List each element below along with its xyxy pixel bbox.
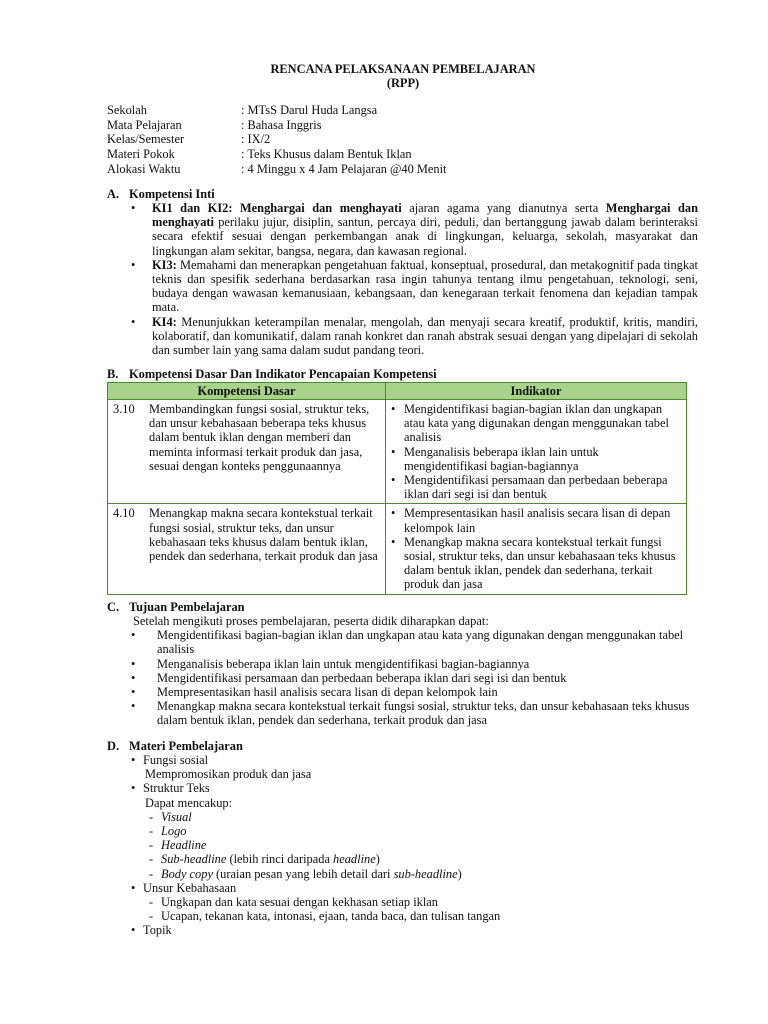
list-item xyxy=(131,671,691,685)
tujuan-text: Menganalisis beberapa iklan lain untuk mengidentifikasi bagian-bagiannya xyxy=(157,656,530,671)
kd-number: 4.10 xyxy=(113,506,135,521)
list-item xyxy=(131,628,691,656)
kd-indikator-table xyxy=(107,382,687,595)
list-item xyxy=(391,445,682,473)
materi-block xyxy=(131,753,691,938)
list-item xyxy=(149,824,691,838)
struktur-desc: (uraian pesan yang lebih detail dari xyxy=(212,866,394,881)
section-c-heading xyxy=(107,600,245,614)
ki-text: ajaran agama yang dianutnya serta xyxy=(401,201,606,215)
bullet-icon: • xyxy=(131,880,136,895)
section-a-heading xyxy=(107,187,215,201)
list-item xyxy=(149,867,691,881)
ki-item xyxy=(131,258,698,315)
kd-cell xyxy=(108,400,386,504)
identity-value: : Bahasa Inggris xyxy=(241,117,322,132)
section-b-heading xyxy=(107,367,437,381)
bullet-icon: • xyxy=(131,656,136,671)
dash-marker: - xyxy=(149,838,154,853)
ki-item xyxy=(131,201,698,258)
materi-label: Unsur Kebahasaan xyxy=(143,880,237,895)
struktur-desc: (lebih rinci daripada xyxy=(226,852,334,867)
identity-label: Materi Pokok xyxy=(107,146,175,161)
identity-value: : MTsS Darul Huda Langsa xyxy=(241,103,378,117)
struktur-term-2: sub-headline xyxy=(393,866,458,881)
list-item xyxy=(391,402,682,445)
list-item xyxy=(149,810,691,824)
bullet-icon: • xyxy=(131,257,136,272)
ki-label: KI3: xyxy=(152,257,177,272)
table-row xyxy=(108,400,687,504)
bullet-icon: • xyxy=(131,628,136,643)
materi-item xyxy=(131,923,691,937)
section-d-heading xyxy=(107,739,243,753)
identity-value: : 4 Minggu x 4 Jam Pelajaran @40 Menit xyxy=(241,162,447,176)
tujuan-text: Mempresentasikan hasil analisis secara lisan di depan kelompok lain xyxy=(157,685,498,700)
ki-text-2: perilaku jujur, disiplin, santun, percaya diri, peduli, dan bertanggung jawab dalam berinteraksi secara efektif sesuai dengan perkembangan anak di lingkungan, keluarga, sekolah, masyarakat dan lingkungan alam sekitar, bangsa, negara, dan kawasan regional. xyxy=(152,215,698,258)
identity-label: Alokasi Waktu xyxy=(107,162,181,176)
ki-label: KI1 dan KI2: Menghargai dan menghayati xyxy=(152,201,402,215)
indikator-cell xyxy=(386,400,687,504)
tujuan-intro: Setelah mengikuti proses pembelajaran, peserta didik diharapkan dapat: xyxy=(133,614,489,628)
unsur-text: Ucapan, tekanan kata, intonasi, ejaan, tanda baca, dan tulisan tangan xyxy=(161,909,501,924)
materi-label: Fungsi sosial xyxy=(143,753,209,767)
kompetensi-inti-list xyxy=(131,201,698,357)
identity-value: : Teks Khusus dalam Bentuk Iklan xyxy=(241,146,412,161)
list-item xyxy=(149,838,691,852)
bullet-icon: • xyxy=(131,670,136,685)
struktur-term: Headline xyxy=(161,838,207,853)
bullet-icon: • xyxy=(391,473,396,488)
section-letter: D. xyxy=(107,739,120,753)
struktur-term-2: headline xyxy=(333,852,376,867)
table-header-row xyxy=(108,383,687,400)
dash-marker: - xyxy=(149,909,154,924)
list-item xyxy=(149,895,691,909)
identity-row xyxy=(107,103,541,118)
kd-text: Menangkap makna secara kontekstual terkait fungsi sosial, struktur teks, dan unsur kebahasaan teks khusus dalam bentuk iklan, pendek dan sederhana, terkait produk dan jasa xyxy=(149,506,378,564)
bullet-icon: • xyxy=(131,314,136,329)
identity-row xyxy=(107,132,541,147)
title-line-2: (RPP) xyxy=(386,76,420,90)
tujuan-list xyxy=(131,628,691,727)
bullet-icon: • xyxy=(131,201,136,215)
kd-cell xyxy=(108,504,386,594)
identity-table xyxy=(107,103,541,177)
materi-item xyxy=(131,753,691,767)
identity-value: : IX/2 xyxy=(241,132,271,146)
materi-desc: Mempromosikan produk dan jasa xyxy=(145,767,312,782)
bullet-icon: • xyxy=(391,506,396,521)
table-row xyxy=(108,504,687,594)
bullet-icon: • xyxy=(131,923,136,938)
indikator-text: Menganalisis beberapa iklan lain untuk mengidentifikasi bagian-bagiannya xyxy=(404,444,599,473)
indikator-text: Mengidentifikasi bagian-bagian iklan dan ungkapan atau kata yang digunakan dengan menggunakan tabel analisis xyxy=(404,402,669,445)
dash-marker: - xyxy=(149,824,154,839)
struktur-desc-2: ) xyxy=(457,866,462,881)
list-item xyxy=(131,657,691,671)
bullet-icon: • xyxy=(391,402,396,416)
document-title xyxy=(0,62,768,90)
unsur-list xyxy=(131,895,691,923)
list-item xyxy=(149,852,691,866)
tujuan-text: Menangkap makna secara kontekstual terkait fungsi sosial, struktur teks, dan unsur kebahasaan teks khusus dalam bentuk iklan, pendek dan sederhana, terkait produk dan jasa xyxy=(157,699,690,728)
ki-text: Memahami dan menerapkan pengetahuan faktual, konseptual, prosedural, dan metakognitif pada tingkat teknis dan spesifik sederhana berdasarkan rasa ingin tahunya tentang ilmu pengetahuan, teknologi, seni, budaya dengan wawasan kemanusiaan, kebangsaan, dan kenegaraan terkait fenomena dan kejadian tampak mata. xyxy=(152,257,698,315)
struktur-list xyxy=(131,810,691,881)
list-item xyxy=(131,685,691,699)
indikator-text: Mempresentasikan hasil analisis secara lisan di depan kelompok lain xyxy=(404,506,671,535)
struktur-desc-2: ) xyxy=(375,852,380,867)
identity-row xyxy=(107,147,541,162)
unsur-text: Ungkapan dan kata sesuai dengan kekhasan setiap iklan xyxy=(161,895,438,910)
identity-label: Mata Pelajaran xyxy=(107,117,182,132)
list-item xyxy=(391,506,682,534)
column-header-kd: Kompetensi Dasar xyxy=(108,383,386,400)
list-item xyxy=(131,699,691,727)
ki-text: Menunjukkan keterampilan menalar, mengolah, dan menyaji secara kreatif, produktif, kritis, mandiri, kolaboratif, dan komunikatif, dalam ranah konkret dan ranah abstrak sesuai dengan yang dipelajari di sekolah dan sumber lain yang sama dalam sudut pandang teori. xyxy=(152,314,698,358)
column-header-indikator: Indikator xyxy=(386,383,687,400)
struktur-term: Body copy xyxy=(161,866,213,881)
bullet-icon: • xyxy=(131,685,136,700)
struktur-term: Logo xyxy=(161,824,187,839)
identity-label: Kelas/Semester xyxy=(107,132,185,146)
bullet-icon: • xyxy=(131,699,136,714)
dash-marker: - xyxy=(149,866,154,881)
section-title: Kompetensi Dasar Dan Indikator Pencapaian Kompetensi xyxy=(129,367,437,381)
list-item xyxy=(149,909,691,923)
identity-row xyxy=(107,118,541,133)
list-item xyxy=(391,473,682,501)
dash-marker: - xyxy=(149,852,154,867)
materi-desc: Dapat mencakup: xyxy=(145,795,233,810)
bullet-icon: • xyxy=(391,444,396,459)
ki-label: KI4: xyxy=(152,314,177,329)
dash-marker: - xyxy=(149,895,154,910)
section-letter: C. xyxy=(107,600,120,614)
indikator-text: Menangkap makna secara kontekstual terkait fungsi sosial, struktur teks, dan unsur kebahasaan teks khusus dalam bentuk iklan, pendek dan sederhana, terkait produk dan jasa xyxy=(404,534,676,592)
tujuan-text: Mengidentifikasi bagian-bagian iklan dan ungkapan atau kata yang digunakan dengan menggunakan tabel analisis xyxy=(157,628,684,657)
kd-number: 3.10 xyxy=(113,402,135,416)
bullet-icon: • xyxy=(391,534,396,549)
list-item xyxy=(391,535,682,592)
ki-label-2: Menghargai dan menghayati xyxy=(152,201,698,230)
section-title: Kompetensi Inti xyxy=(129,187,215,201)
struktur-term: Visual xyxy=(161,809,192,824)
materi-item xyxy=(131,881,691,895)
tujuan-text: Mengidentifikasi persamaan dan perbedaan beberapa iklan dari segi isi dan bentuk xyxy=(157,670,567,685)
struktur-term: Sub-headline xyxy=(161,852,227,867)
materi-label: Struktur Teks xyxy=(143,781,210,796)
dash-marker: - xyxy=(149,809,154,824)
identity-row xyxy=(107,162,541,177)
bullet-icon: • xyxy=(131,753,136,767)
indikator-text: Mengidentifikasi persamaan dan perbedaan beberapa iklan dari segi isi dan bentuk xyxy=(404,473,668,502)
section-letter: B. xyxy=(107,367,119,381)
bullet-icon: • xyxy=(131,781,136,796)
kd-text: Membandingkan fungsi sosial, struktur teks, dan unsur kebahasaan beberapa teks khusus dalam bentuk iklan dengan memberi dan meminta informasi terkait produk dan jasa, sesuai dengan konteks penggunaannya xyxy=(149,402,370,473)
section-title: Materi Pembelajaran xyxy=(129,739,243,753)
ki-item xyxy=(131,315,698,358)
section-title: Tujuan Pembelajaran xyxy=(129,600,245,614)
indikator-cell xyxy=(386,504,687,594)
section-letter: A. xyxy=(107,187,120,201)
materi-label: Topik xyxy=(143,923,172,938)
identity-label: Sekolah xyxy=(107,103,147,117)
title-line-1: RENCANA PELAKSANAAN PEMBELAJARAN xyxy=(270,62,536,76)
tujuan-block xyxy=(131,614,691,728)
materi-item xyxy=(131,781,691,795)
